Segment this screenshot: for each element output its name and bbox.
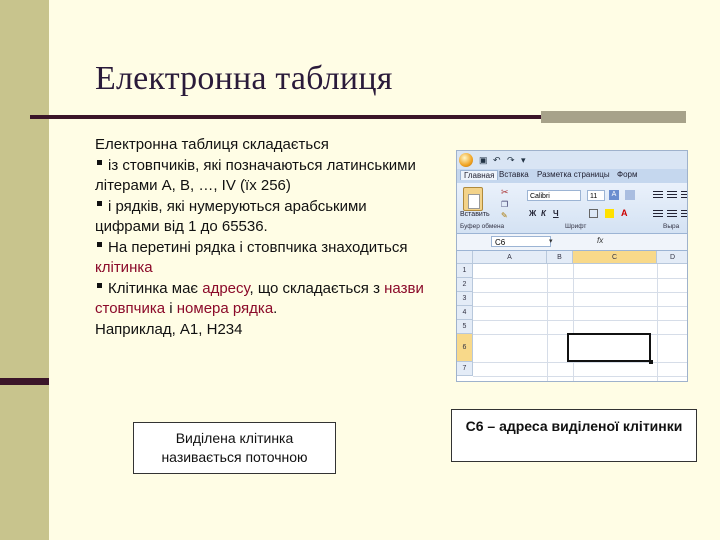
tab-insert[interactable]: Вставка [499,170,529,179]
customize-toolbar-icon[interactable]: ▾ [521,155,526,165]
bullet-address: Клітинка має адресу, що складається з назви стовпчика і номера рядка. [95,279,424,317]
row-header-2[interactable]: 2 [457,278,473,292]
undo-icon[interactable]: ↶ [493,155,501,165]
align-right-icon[interactable] [681,210,688,218]
align-top-icon[interactable] [653,191,663,199]
column-header-d[interactable]: D [657,251,688,264]
tab-page-layout[interactable]: Разметка страницы [537,170,610,179]
side-accent-strip [0,0,49,540]
insert-function-icon[interactable]: fx [597,236,604,245]
grid-line [473,362,688,363]
term-row-number: номера рядка [176,300,274,317]
term-column-name: назви стовпчика [95,279,424,317]
column-header-c[interactable]: C [573,251,657,264]
term-cell: клітинка [95,259,153,276]
borders-icon[interactable] [589,209,598,218]
cut-icon[interactable]: ✂ [501,187,509,197]
align-bottom-icon[interactable] [681,191,688,199]
bullet-rows: і рядків, які нумеруються арабськими цифрами від 1 до 65536. [95,197,367,235]
group-label-clipboard: Буфер обмена [460,223,505,230]
row-header-3[interactable]: 3 [457,292,473,306]
bullet-icon [97,242,102,247]
row-header-4[interactable]: 4 [457,306,473,320]
grid-line [573,264,574,382]
copy-icon[interactable]: ❐ [501,200,509,209]
tab-home[interactable]: Главная [460,170,498,180]
italic-button[interactable]: К [541,209,546,218]
group-label-font: Шрифт [565,223,587,230]
name-box[interactable]: C6 [491,236,551,247]
ribbon-tabs [457,169,688,184]
excel-screenshot [456,150,688,382]
grid-line [473,376,688,377]
grid-line [473,306,688,307]
title-divider-accent [541,111,686,123]
caption-cell-address: С6 – адреса виділеної клітинки [451,409,697,462]
align-middle-icon[interactable] [667,191,677,199]
tab-formulas[interactable]: Форм [617,170,638,179]
row-header-5[interactable]: 5 [457,320,473,334]
shrink-font-icon[interactable] [625,190,635,200]
format-painter-icon[interactable]: ✎ [501,211,508,220]
selected-cell-c6[interactable] [567,333,651,362]
select-all-corner[interactable] [457,251,473,264]
font-color-icon[interactable]: A [621,208,628,218]
row-header-1[interactable]: 1 [457,264,473,278]
paste-icon[interactable] [463,187,483,211]
bullet-icon [97,283,102,288]
name-box-dropdown-icon[interactable]: ▾ [549,238,553,245]
column-header-a[interactable]: A [473,251,547,264]
grid-line [473,320,688,321]
fill-color-icon[interactable] [605,209,614,218]
example-text: Наприклад, А1, Н234 [95,320,243,338]
underline-button[interactable]: Ч [553,209,559,218]
slide-title: Електронна таблиця [95,60,393,97]
worksheet-grid [457,251,688,382]
ribbon-group-labels [457,223,688,233]
row-header-6[interactable]: 6 [457,334,473,362]
bold-button[interactable]: Ж [529,209,537,218]
row-header-7[interactable]: 7 [457,362,473,376]
grid-line [657,264,658,382]
bullet-icon [97,201,102,206]
formula-bar [457,234,688,251]
intro-text: Електронна таблиця складається [95,136,329,153]
save-icon[interactable]: ▣ [479,155,488,165]
grow-font-icon[interactable]: A [609,190,619,200]
paste-button-label[interactable]: Вставить [460,211,490,218]
redo-icon[interactable]: ↷ [507,155,515,165]
slide-body [95,135,435,340]
group-label-alignment: Выра [663,223,680,230]
grid-line [547,264,548,382]
align-left-icon[interactable] [653,210,663,218]
grid-line [473,292,688,293]
excel-title-bar [457,151,688,169]
caption-current-cell: Виділена клітинка називається поточною [133,422,336,474]
bullet-icon [97,160,102,165]
align-center-icon[interactable] [667,210,677,218]
bullet-columns: із стовпчиків, які позначаються латинськими літерами А, В, …, IV (їх 256) [95,156,416,194]
fill-handle[interactable] [649,360,653,364]
side-accent-bar [0,378,49,385]
bullet-cell: На перетині рядка і стовпчика знаходиться клітинка [95,238,408,276]
column-header-b[interactable]: B [547,251,573,264]
font-size-select[interactable]: 11 [587,190,605,201]
term-address: адресу [202,279,250,297]
font-name-select[interactable]: Calibri [527,190,581,201]
grid-line [473,278,688,279]
ribbon [457,183,688,234]
office-button-icon[interactable] [459,153,473,167]
